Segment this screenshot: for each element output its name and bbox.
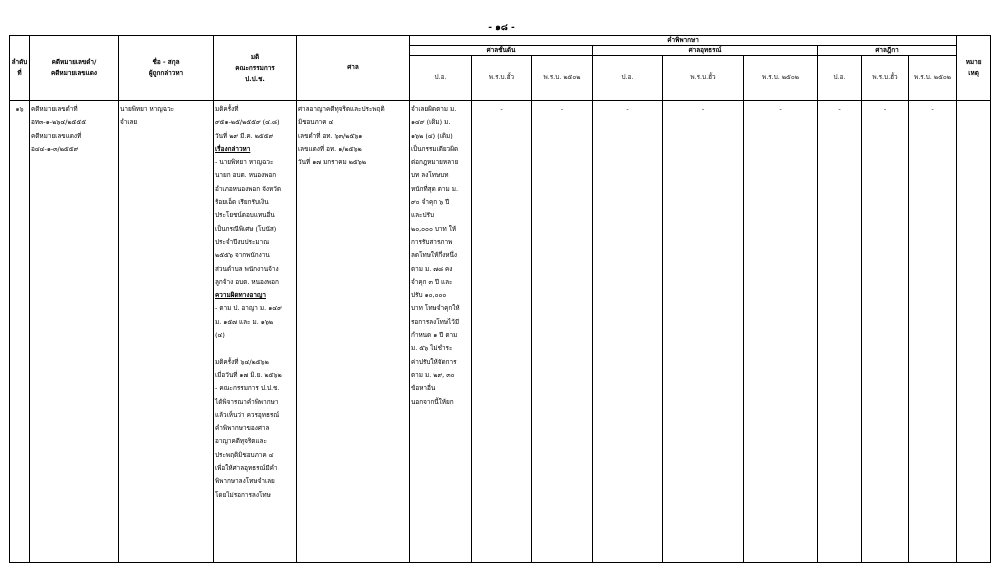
cell-remarks	[957, 101, 991, 563]
page-number: - ๑๘ -	[488, 23, 515, 33]
resolution-text-3: - ตาม ป. อาญา ม. ๑๔๙ ม. ๑๕๗ และ ม. ๑๖๒ (๔) มติครั้งที่ ๖๔/๒๕๖๒ เมื่อวันที่ ๑๗ มิ.ย. ๒๕๖๒ - คณะกรรมการ ป.ป.ช. ได้พิจารณาคำพิพากษา แล้วเห็นว่า ควรอุทธรณ์ คำพิพากษาของศาล อาญาคดีทุจริตและ ประพฤติมิชอบภาค ๔ เพื่อให้ศาลอุทธรณ์มีคำ พิพากษาลงโทษจำเลย โดยไม่รอการลงโทษ	[215, 304, 282, 499]
header-verdict: คำพิพากษา	[410, 36, 957, 46]
header-supreme-prb1: พ.ร.บ.ฮั้ว	[862, 56, 909, 101]
resolution-text-1: มติครั้งที่ ๙๕๑-๒๕/๒๕๕๙ (๔.๘) วันที่ ๒๙ มี.ค. ๒๕๕๙	[215, 105, 280, 140]
header-first-pa: ป.อ.	[410, 56, 472, 101]
header-appeal-prb2: พ.ร.บ. ๒๕๐๒	[744, 56, 818, 101]
cell-supreme-pa: -	[818, 101, 862, 563]
header-appeal-pa: ป.อ.	[593, 56, 663, 101]
cell-case-no: คดีหมายเลขดำที่ อท๓-๑-๒๖๔/๒๕๕๕ คดีหมายเลขแดงที่ อ๔๔-๑-๓/๒๕๕๙	[30, 101, 119, 563]
header-order: ลำดับ ที่	[10, 36, 30, 101]
header-resolution: มติ คณะกรรมการ ป.ป.ช.	[214, 36, 297, 101]
table-row	[10, 101, 991, 563]
case-table	[9, 35, 991, 563]
header-court-appeal: ศาลอุทธรณ์	[593, 46, 818, 56]
cell-appeal-prb2: -	[744, 101, 818, 563]
header-appeal-prb1: พ.ร.บ.ฮั้ว	[663, 56, 744, 101]
header-supreme-pa: ป.อ.	[818, 56, 862, 101]
cell-supreme-prb2: -	[909, 101, 957, 563]
cell-appeal-prb1: -	[663, 101, 744, 563]
cell-order: ๑๖	[10, 101, 30, 563]
cell-supreme-prb1: -	[862, 101, 909, 563]
header-name: ชื่อ - สกุล ผู้ถูกกล่าวหา	[119, 36, 214, 101]
cell-court: ศาลอาญาคดีทุจริตและประพฤติ มิชอบภาค ๔ เลขดำที่ อท. ๖๓/๒๕๖๑ เลขแดงที่ อท. ๑/๒๕๖๒ วันที่ ๑๗ มกราคม ๒๕๖๒	[297, 101, 410, 563]
header-case-no: คดีหมายเลขดำ/ คดีหมายเลขแดง	[30, 36, 119, 101]
cell-resolution	[214, 101, 297, 563]
cell-first-prb2: -	[532, 101, 593, 563]
resolution-heading-accusation: เรื่องกล่าวหา	[215, 144, 251, 153]
cell-first-pa: จำเลยผิดตาม ม. ๑๔๙ (เดิม) ม. ๑๖๒ (๔) (เดิม) เป็นกรรมเดียวผิด ต่อกฎหมายหลาย บท ลงโทษบท หนักที่สุด ตาม ม. ๙๐ จำคุก ๖ ปี และปรับ ๒๐,๐๐๐ บาท ให้ การรับสารภาพ ลดโทษให้กึ่งหนึ่ง ตาม ม. ๗๘ คง จำคุก ๓ ปี และ ปรับ ๑๐,๐๐๐ บาท โทษจำคุกให้ รอการลงโทษไว้มี กำหนด ๑ ปี ตาม ม. ๕๖ ไม่ชำระ ค่าปรับให้จัดการ ตาม ม. ๒๙, ๓๐ ข้อหาอื่น นอกจากนี้ให้ยก	[410, 101, 472, 563]
header-first-prb2: พ.ร.บ. ๒๕๐๒	[532, 56, 593, 101]
resolution-text-2: - นายพิทยา หาญฉวะ นายก อบต. หนองพอก อำเภอหนองพอก จังหวัด ร้อยเอ็ด เรียกรับเงิน ประโยชน์ตอบแทนอื่น เป็นกรณีพิเศษ (โบนัส) ประจำปีงบประมาณ ๒๕๕๖ จากพนักงาน ส่วนตำบล พนักงานจ้าง ลูกจ้าง อบต. หนองพอก	[215, 158, 281, 286]
header-court: ศาล	[297, 36, 410, 101]
cell-first-prb1: -	[472, 101, 532, 563]
cell-name: นายพิทยา หาญฉวะ จำเลย	[119, 101, 214, 563]
header-court-first: ศาลชั้นต้น	[410, 46, 593, 56]
header-remarks: หมาย เหตุ	[957, 36, 991, 101]
header-first-prb1: พ.ร.บ.ฮั้ว	[472, 56, 532, 101]
cell-appeal-pa: -	[593, 101, 663, 563]
header-court-supreme: ศาลฎีกา	[818, 46, 957, 56]
header-supreme-prb2: พ.ร.บ. ๒๕๐๒	[909, 56, 957, 101]
resolution-heading-criminal: ความผิดทางอาญา	[215, 291, 266, 300]
